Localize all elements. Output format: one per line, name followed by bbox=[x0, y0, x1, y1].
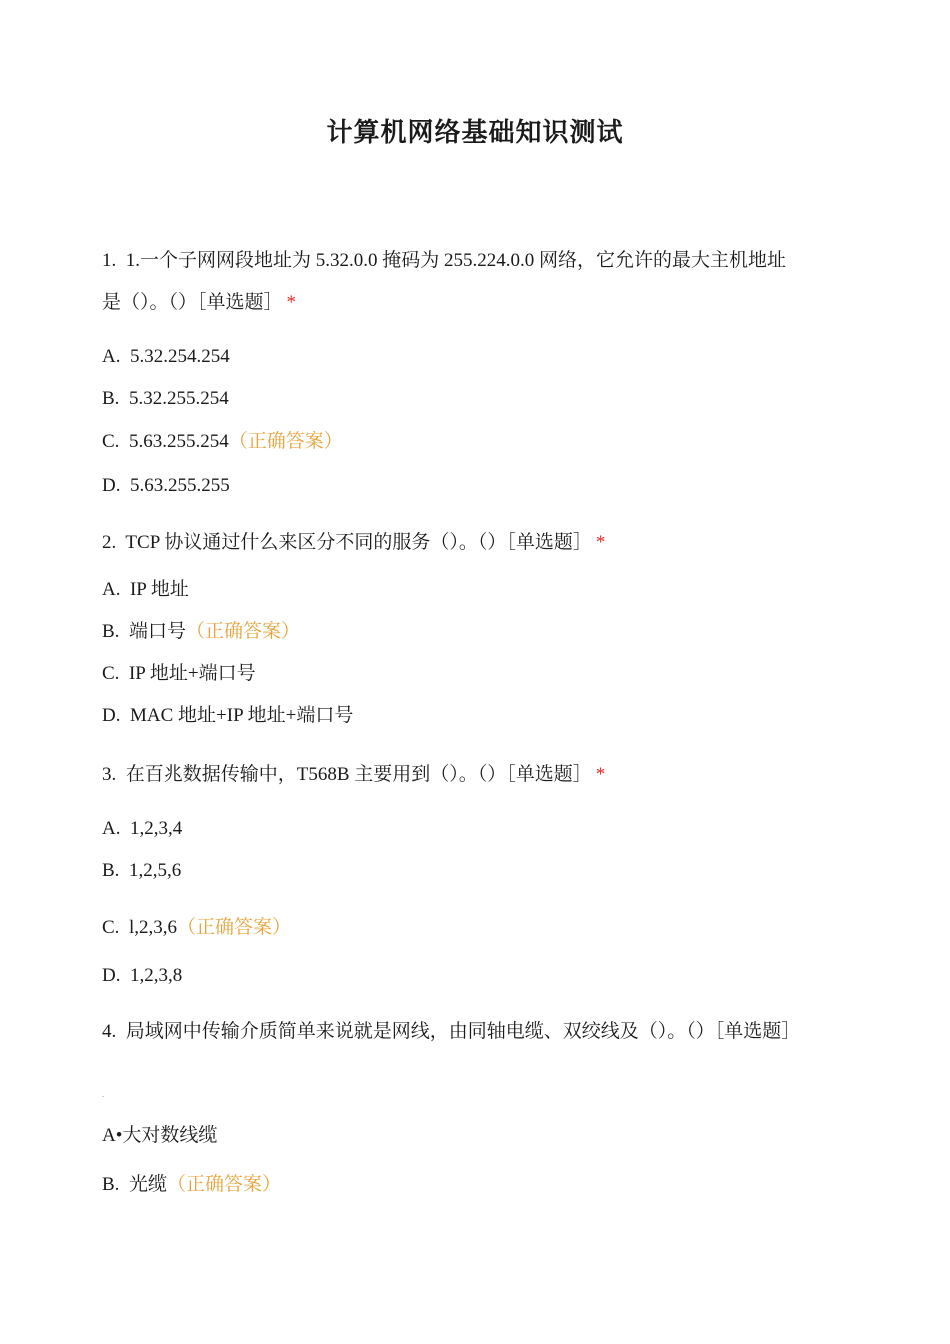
option-text: 1,2,5,6 bbox=[128, 860, 182, 881]
option-text: IP 地址+端口号 bbox=[128, 663, 256, 684]
q3-option-d[interactable] bbox=[102, 964, 842, 988]
required-mark: * bbox=[286, 292, 297, 313]
correct-answer-tag: （正确答案） bbox=[185, 621, 300, 642]
q2-option-d[interactable] bbox=[102, 704, 842, 728]
question-3-text bbox=[102, 763, 842, 787]
question-stem-cont: 是（）。（）［单选题］ bbox=[102, 292, 283, 313]
required-mark: * bbox=[595, 532, 606, 553]
correct-answer-tag: （正确答案） bbox=[176, 917, 291, 938]
q1-option-d[interactable] bbox=[102, 474, 842, 498]
option-text: 5.63.255.254 bbox=[128, 431, 229, 452]
option-text: 5.32.255.254 bbox=[128, 388, 229, 409]
required-mark: * bbox=[595, 764, 606, 785]
option-letter: D. bbox=[102, 475, 121, 496]
question-number: 4. bbox=[102, 1021, 117, 1042]
option-text: 5.63.255.255 bbox=[129, 475, 230, 496]
option-letter: D. bbox=[102, 705, 121, 726]
option-text: 1,2,3,8 bbox=[129, 965, 183, 986]
correct-answer-tag: （正确答案） bbox=[166, 1174, 281, 1195]
option-text: 大对数线缆 bbox=[122, 1125, 218, 1146]
q1-option-a[interactable] bbox=[102, 345, 842, 369]
option-letter: C. bbox=[102, 917, 120, 938]
q1-option-b[interactable] bbox=[102, 387, 842, 411]
option-letter: B. bbox=[102, 388, 120, 409]
stray-mark: . bbox=[102, 1090, 104, 1099]
option-text: l,2,3,6 bbox=[128, 917, 177, 938]
page-title: 计算机网络基础知识测试 bbox=[326, 118, 624, 148]
q1-option-c[interactable] bbox=[102, 430, 842, 454]
option-letter: B. bbox=[102, 860, 120, 881]
question-stem: 在百兆数据传输中，T568B 主要用到（）。（）［单选题］ bbox=[125, 764, 592, 785]
q4-option-a[interactable] bbox=[102, 1124, 842, 1148]
option-text: 端口号 bbox=[128, 621, 186, 642]
option-letter: A• bbox=[102, 1125, 123, 1146]
question-stem: TCP 协议通过什么来区分不同的服务（）。（）［单选题］ bbox=[125, 532, 592, 553]
question-number: 2. bbox=[102, 532, 117, 553]
q3-option-b[interactable] bbox=[102, 859, 842, 883]
option-letter: A. bbox=[102, 579, 121, 600]
option-text: 5.32.254.254 bbox=[129, 346, 230, 367]
q4-option-b[interactable] bbox=[102, 1173, 842, 1197]
option-letter: C. bbox=[102, 663, 120, 684]
question-number: 1. bbox=[102, 250, 117, 271]
question-stem: 局域网中传输介质简单来说就是网线，由同轴电缆、双绞线及（）。（）［单选题］ bbox=[125, 1021, 801, 1042]
option-text: MAC 地址+IP 地址+端口号 bbox=[129, 705, 354, 726]
option-letter: B. bbox=[102, 621, 120, 642]
q3-option-a[interactable] bbox=[102, 817, 842, 841]
question-1-text-cont bbox=[102, 291, 842, 315]
question-2-text bbox=[102, 531, 842, 555]
q3-option-c[interactable] bbox=[102, 916, 842, 940]
q2-option-c[interactable] bbox=[102, 662, 842, 686]
question-number: 3. bbox=[102, 764, 117, 785]
option-text: 光缆 bbox=[128, 1174, 167, 1195]
correct-answer-tag: （正确答案） bbox=[228, 431, 343, 452]
option-text: IP 地址 bbox=[129, 579, 189, 600]
q2-option-a[interactable] bbox=[102, 578, 842, 602]
option-letter: A. bbox=[102, 346, 121, 367]
question-1-text bbox=[102, 249, 842, 273]
question-stem: 1.一个子网网段地址为 5.32.0.0 掩码为 255.224.0.0 网络，它允许的最大主机地址 bbox=[125, 250, 787, 271]
option-letter: B. bbox=[102, 1174, 120, 1195]
q2-option-b[interactable] bbox=[102, 620, 842, 644]
question-4-text bbox=[102, 1020, 842, 1044]
option-letter: D. bbox=[102, 965, 121, 986]
option-letter: A. bbox=[102, 818, 121, 839]
option-letter: C. bbox=[102, 431, 120, 452]
option-text: 1,2,3,4 bbox=[129, 818, 183, 839]
